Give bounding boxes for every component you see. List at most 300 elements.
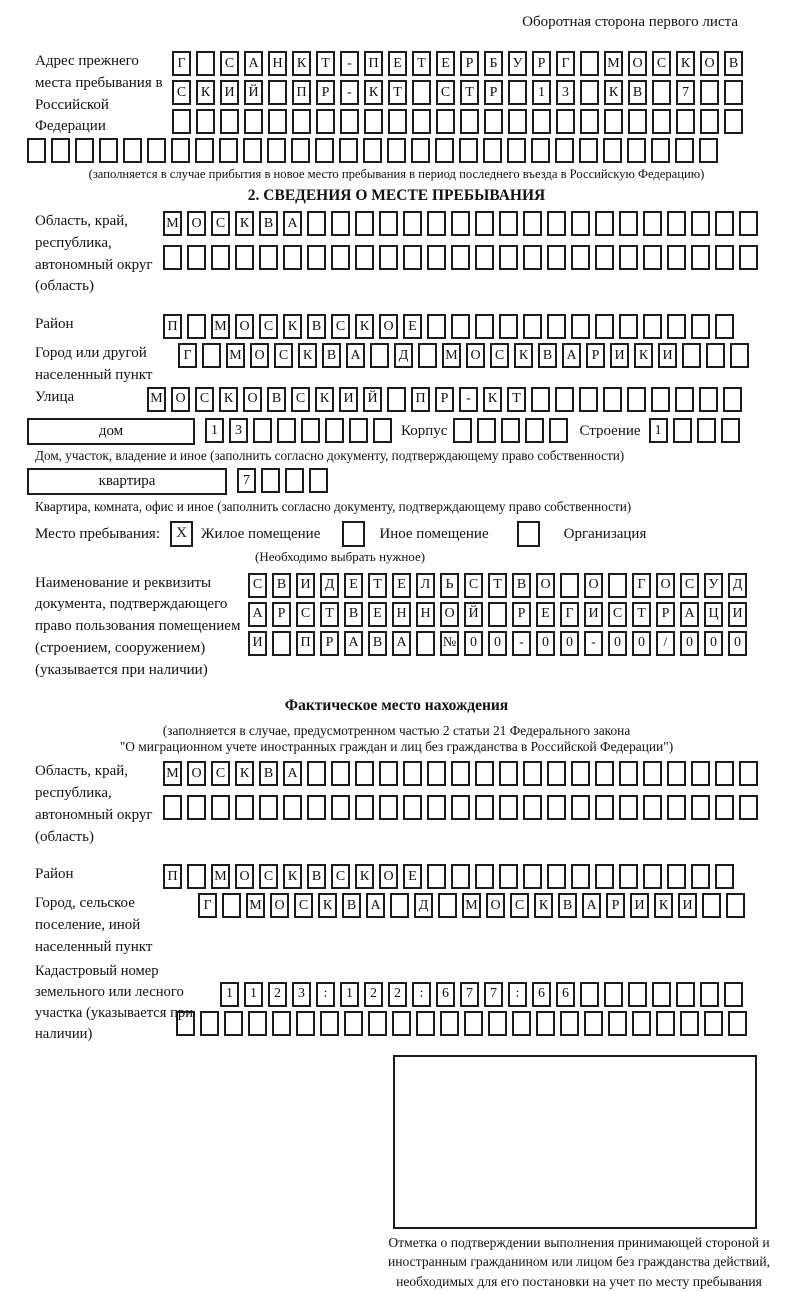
char-box: К (196, 80, 215, 105)
char-box: К (483, 387, 502, 412)
char-box: Е (436, 51, 455, 76)
char-box (652, 80, 671, 105)
street-block (35, 387, 766, 416)
char-box (427, 211, 446, 236)
char-box (603, 138, 622, 163)
char-box: Й (244, 80, 263, 105)
char-box (235, 795, 254, 820)
char-box: К (318, 893, 337, 918)
char-box: С (195, 387, 214, 412)
char-box (652, 982, 671, 1007)
char-box (390, 893, 409, 918)
char-box (499, 314, 518, 339)
char-box (412, 80, 431, 105)
char-box: С (464, 573, 483, 598)
char-box (301, 418, 320, 443)
char-box: / (656, 631, 675, 656)
char-box: В (307, 314, 326, 339)
char-box: 7 (460, 982, 479, 1007)
char-box: 1 (205, 418, 224, 443)
char-box (691, 314, 710, 339)
char-box: Е (368, 602, 387, 627)
char-box (508, 109, 527, 134)
char-box (219, 138, 238, 163)
char-box: И (339, 387, 358, 412)
char-box (723, 387, 742, 412)
char-box: Т (460, 80, 479, 105)
char-box (595, 211, 614, 236)
char-box (307, 245, 326, 270)
char-box (403, 795, 422, 820)
char-box: К (283, 864, 302, 889)
char-box: С (291, 387, 310, 412)
char-box: Н (416, 602, 435, 627)
char-box: 6 (532, 982, 551, 1007)
char-box: 3 (229, 418, 248, 443)
char-box (628, 982, 647, 1007)
char-box: К (355, 314, 374, 339)
char-box (196, 109, 215, 134)
char-box: Е (536, 602, 555, 627)
char-box: О (250, 343, 269, 368)
char-box: Д (728, 573, 747, 598)
char-box (435, 138, 454, 163)
char-box: Б (484, 51, 503, 76)
char-box (344, 1011, 363, 1036)
char-box (556, 109, 575, 134)
korpus-row (453, 418, 573, 444)
char-box (632, 1011, 651, 1036)
char-box (475, 761, 494, 786)
char-box: О (486, 893, 505, 918)
char-box: Р (460, 51, 479, 76)
char-box (603, 387, 622, 412)
char-box: Д (320, 573, 339, 598)
document-block (35, 573, 766, 682)
char-box (451, 795, 470, 820)
char-box (549, 418, 568, 443)
char-box (364, 109, 383, 134)
char-box (222, 893, 241, 918)
char-box (627, 138, 646, 163)
char-box (427, 795, 446, 820)
char-box (253, 418, 272, 443)
char-box: О (700, 51, 719, 76)
char-box (460, 109, 479, 134)
char-box: 0 (464, 631, 483, 656)
char-box (171, 138, 190, 163)
cadastral-block (35, 961, 766, 1046)
char-box (387, 138, 406, 163)
char-box (523, 314, 542, 339)
char-box: П (163, 864, 182, 889)
char-box: К (292, 51, 311, 76)
char-box (315, 138, 334, 163)
char-box (285, 468, 304, 493)
char-box: О (584, 573, 603, 598)
street-row (147, 387, 747, 413)
char-box: И (658, 343, 677, 368)
char-box (619, 864, 638, 889)
char-box (691, 245, 710, 270)
char-box: А (562, 343, 581, 368)
char-box: В (368, 631, 387, 656)
char-box (691, 864, 710, 889)
other-premises-label: Иное помещение (379, 525, 489, 542)
char-box: О (171, 387, 190, 412)
actual-district-label: Район (35, 866, 74, 883)
char-box (501, 418, 520, 443)
char-box: А (392, 631, 411, 656)
char-box (403, 761, 422, 786)
char-box: Р (435, 387, 454, 412)
char-box (700, 982, 719, 1007)
char-box: Н (392, 602, 411, 627)
char-box (320, 1011, 339, 1036)
char-box (667, 314, 686, 339)
char-box: С (274, 343, 293, 368)
char-box (243, 138, 262, 163)
residential-checkbox: X (170, 521, 193, 547)
prev-address-label: Адрес прежнего места пребывания в Российской Федерации (35, 53, 163, 135)
char-box (584, 1011, 603, 1036)
char-box (499, 245, 518, 270)
char-box (560, 573, 579, 598)
char-box (739, 761, 758, 786)
char-box: Й (363, 387, 382, 412)
char-box (547, 211, 566, 236)
char-box (379, 245, 398, 270)
char-box: Е (388, 51, 407, 76)
char-box: О (270, 893, 289, 918)
char-box (488, 1011, 507, 1036)
char-box: 0 (560, 631, 579, 656)
char-box (355, 795, 374, 820)
char-box (715, 795, 734, 820)
char-box: А (582, 893, 601, 918)
char-box (451, 314, 470, 339)
char-box (643, 761, 662, 786)
char-box (697, 418, 716, 443)
char-box: П (364, 51, 383, 76)
char-box: М (604, 51, 623, 76)
actual-location-note-1: (заполняется в случае, предусмотренном частью 2 статьи 21 Федерального закона (162, 723, 631, 739)
district-row (163, 314, 739, 340)
char-box: А (680, 602, 699, 627)
char-box: А (346, 343, 365, 368)
district-block (35, 314, 766, 343)
char-box: Й (464, 602, 483, 627)
char-box (475, 864, 494, 889)
char-box (730, 343, 749, 368)
actual-city-row (198, 893, 750, 919)
char-box (571, 245, 590, 270)
char-box: 7 (484, 982, 503, 1007)
section2-title: 2. СВЕДЕНИЯ О МЕСТЕ ПРЕБЫВАНИЯ (247, 187, 546, 204)
document-row-3 (248, 631, 752, 657)
korpus-label: Корпус (401, 423, 448, 439)
char-box (691, 211, 710, 236)
char-box (196, 51, 215, 76)
char-box (571, 314, 590, 339)
char-box: К (634, 343, 653, 368)
char-box (580, 80, 599, 105)
char-box (571, 795, 590, 820)
char-box (627, 387, 646, 412)
char-box (579, 138, 598, 163)
char-box: Т (507, 387, 526, 412)
char-box (499, 211, 518, 236)
char-box: С (220, 51, 239, 76)
char-box: Р (532, 51, 551, 76)
char-box (724, 80, 743, 105)
char-box: О (440, 602, 459, 627)
char-box (523, 864, 542, 889)
char-box: П (292, 80, 311, 105)
char-box: М (226, 343, 245, 368)
char-box (475, 795, 494, 820)
district-label: Район (35, 316, 74, 332)
cadastral-row-2 (176, 1011, 752, 1037)
char-box: О (466, 343, 485, 368)
char-box (619, 314, 638, 339)
char-box: П (163, 314, 182, 339)
char-box (499, 761, 518, 786)
char-box (451, 245, 470, 270)
char-box: 0 (632, 631, 651, 656)
char-box: О (536, 573, 555, 598)
char-box: О (628, 51, 647, 76)
char-box: Т (320, 602, 339, 627)
char-box (499, 864, 518, 889)
char-box (667, 864, 686, 889)
char-box: Т (388, 80, 407, 105)
char-box: 1 (220, 982, 239, 1007)
char-box (355, 761, 374, 786)
prev-address-block (35, 51, 766, 138)
char-box: С (259, 864, 278, 889)
char-box (339, 138, 358, 163)
char-box (571, 211, 590, 236)
char-box (702, 893, 721, 918)
char-box: Л (416, 573, 435, 598)
char-box: К (283, 314, 302, 339)
char-box: В (307, 864, 326, 889)
char-box (706, 343, 725, 368)
char-box (316, 109, 335, 134)
char-box (436, 109, 455, 134)
char-box: Е (403, 864, 422, 889)
apartment-row (237, 468, 333, 494)
char-box: С (652, 51, 671, 76)
char-box: 7 (237, 468, 256, 493)
char-box (340, 109, 359, 134)
char-box (555, 138, 574, 163)
char-box (700, 80, 719, 105)
char-box: К (534, 893, 553, 918)
char-box (355, 211, 374, 236)
char-box (643, 314, 662, 339)
char-box (187, 245, 206, 270)
char-box (676, 109, 695, 134)
char-box: : (316, 982, 335, 1007)
other-premises-checkbox (342, 521, 365, 547)
char-box (715, 864, 734, 889)
char-box (536, 1011, 555, 1036)
char-box (547, 314, 566, 339)
char-box: М (211, 314, 230, 339)
char-box (475, 314, 494, 339)
char-box: Г (560, 602, 579, 627)
char-box: - (584, 631, 603, 656)
house-block (27, 418, 766, 445)
char-box (187, 795, 206, 820)
organization-checkbox (517, 521, 540, 547)
char-box (523, 795, 542, 820)
char-box: Р (484, 80, 503, 105)
char-box: И (678, 893, 697, 918)
char-box (643, 795, 662, 820)
char-box (387, 387, 406, 412)
region-block (35, 211, 766, 298)
char-box (508, 80, 527, 105)
char-box (604, 109, 623, 134)
prev-address-note: (заполняется в случае прибытия в новое место пребывания в период последнего въезда в Российскую Федерацию) (88, 167, 705, 181)
char-box (163, 795, 182, 820)
char-box (459, 138, 478, 163)
char-box: С (490, 343, 509, 368)
char-box (608, 573, 627, 598)
char-box (651, 138, 670, 163)
char-box: О (187, 211, 206, 236)
char-box (739, 795, 758, 820)
char-box (416, 1011, 435, 1036)
char-box (187, 864, 206, 889)
char-box (453, 418, 472, 443)
char-box: К (604, 80, 623, 105)
char-box: - (340, 80, 359, 105)
char-box (355, 245, 374, 270)
char-box (715, 211, 734, 236)
char-box: В (512, 573, 531, 598)
char-box (307, 795, 326, 820)
char-box: К (355, 864, 374, 889)
actual-city-block (35, 893, 766, 958)
stay-type-note: (Необходимо выбрать нужное) (255, 548, 426, 564)
char-box (403, 211, 422, 236)
char-box: Д (394, 343, 413, 368)
char-box (307, 761, 326, 786)
char-box (643, 864, 662, 889)
char-box: 1 (649, 418, 668, 443)
char-box: В (259, 211, 278, 236)
char-box (307, 211, 326, 236)
char-box: Р (656, 602, 675, 627)
char-box: И (248, 631, 267, 656)
char-box (483, 138, 502, 163)
char-box: Т (632, 602, 651, 627)
char-box: Т (316, 51, 335, 76)
char-box: Г (172, 51, 191, 76)
region-label: Область, край, республика, автономный округ (область) (35, 213, 153, 295)
char-box: У (508, 51, 527, 76)
char-box: В (259, 761, 278, 786)
char-box: В (342, 893, 361, 918)
char-box: В (344, 602, 363, 627)
char-box (531, 387, 550, 412)
confirmation-caption: Отметка о подтверждении выполнения принимающей стороной и иностранным гражданином или лицом без гражданства действий, необходимых для его постановки на учет по месту пребывания (388, 1235, 770, 1289)
char-box: И (296, 573, 315, 598)
char-box (440, 1011, 459, 1036)
char-box: О (656, 573, 675, 598)
char-box: К (235, 211, 254, 236)
char-box: 2 (388, 982, 407, 1007)
char-box (427, 864, 446, 889)
char-box (682, 343, 701, 368)
char-box (349, 418, 368, 443)
actual-region-label: Область, край, республика, автономный округ (область) (35, 763, 153, 845)
char-box: М (147, 387, 166, 412)
char-box: К (298, 343, 317, 368)
char-box: Е (403, 314, 422, 339)
char-box (525, 418, 544, 443)
actual-district-row (163, 864, 739, 890)
char-box (379, 795, 398, 820)
char-box (488, 602, 507, 627)
char-box (691, 795, 710, 820)
char-box (595, 245, 614, 270)
prev-address-row-3 (172, 109, 748, 135)
char-box (283, 795, 302, 820)
document-row-1 (248, 573, 752, 599)
char-box: С (510, 893, 529, 918)
char-box (739, 245, 758, 270)
region-row-2 (163, 245, 763, 271)
document-cells (248, 573, 752, 660)
city-row (178, 343, 754, 369)
char-box: В (538, 343, 557, 368)
char-box: 3 (292, 982, 311, 1007)
char-box (427, 761, 446, 786)
char-box (628, 109, 647, 134)
prev-address-row-1 (172, 51, 748, 77)
char-box (643, 245, 662, 270)
char-box (721, 418, 740, 443)
char-box (211, 245, 230, 270)
char-box (619, 245, 638, 270)
char-box (595, 314, 614, 339)
apartment-box: квартира (27, 468, 227, 495)
char-box (699, 138, 718, 163)
city-label: Город или другой населенный пункт (35, 345, 153, 383)
char-box (691, 761, 710, 786)
char-box (325, 418, 344, 443)
char-box (187, 314, 206, 339)
char-box: М (442, 343, 461, 368)
char-box (248, 1011, 267, 1036)
char-box (379, 761, 398, 786)
char-box: В (322, 343, 341, 368)
organization-label: Организация (563, 525, 647, 542)
char-box (579, 387, 598, 412)
char-box: 7 (676, 80, 695, 105)
char-box: С (296, 602, 315, 627)
char-box (412, 109, 431, 134)
char-box: В (724, 51, 743, 76)
char-box (291, 138, 310, 163)
char-box (272, 1011, 291, 1036)
char-box: С (259, 314, 278, 339)
